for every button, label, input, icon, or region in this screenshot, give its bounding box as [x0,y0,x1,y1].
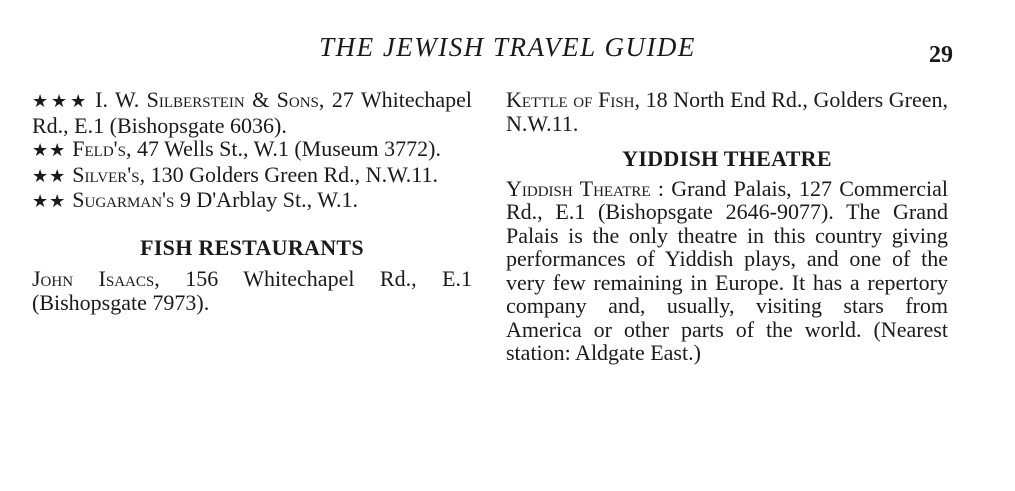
entry-name: Silver's, [72,161,146,187]
right-column [506,88,948,365]
entry-details: 9 D'Arblay St., W.1. [179,187,358,212]
section-heading-fish-restaurants: FISH RESTAURANTS [140,234,364,260]
rating-stars: ★★ [32,140,67,160]
page-number: 29 [929,42,953,68]
entry-name: Sugarman's [72,187,175,212]
entry-name: Feld's, [72,136,132,161]
entry-details: 27 Whitechapel Rd., E.1 (Bishopsgate 6036). [32,87,473,138]
restaurant-entry-felds [32,137,472,163]
entry-name: I. W. Silberstein & Sons, [95,87,325,112]
restaurant-entry-silvers [32,163,472,189]
entry-details: 47 Wells St., W.1 (Museum 3772). [136,136,441,161]
running-header-title: THE JEWISH TRAVEL GUIDE [319,32,696,62]
entry-details: 18 North End Rd., Golders Green, N.W.11. [506,87,948,136]
entry-details: 130 Golders Green Rd., N.W.11. [150,161,438,187]
theatre-entry-grand-palais [506,177,948,365]
rating-stars: ★★ [32,191,67,211]
entry-name: John Isaacs, [32,266,160,291]
fish-entry-kettle-of-fish [506,88,948,135]
left-column [32,88,472,314]
rating-stars: ★★★ [32,91,90,111]
section-heading-yiddish-theatre: YIDDISH THEATRE [622,146,832,171]
fish-entry-john-isaacs [32,267,472,314]
entry-details: 156 Whitechapel Rd., E.1 (Bishopsgate 7973). [32,266,473,315]
rating-stars: ★★ [32,165,67,186]
entry-name: Yiddish Theatre : [506,175,664,201]
entry-name: Kettle of Fish, [506,87,640,112]
restaurant-entry-silberstein [32,88,472,137]
entry-details: Grand Palais, 127 Commercial Rd., E.1 (Bishopsgate 2646-9077). The Grand Palais is the only theatre in this country giving performances of Yiddish plays, and one of the very few remaining in Europe. It has a repertory company and, usually, visiting stars from America or other parts of the world. (Nearest station: Aldgate East.) [506,175,948,365]
restaurant-entry-sugarmans [32,188,472,214]
